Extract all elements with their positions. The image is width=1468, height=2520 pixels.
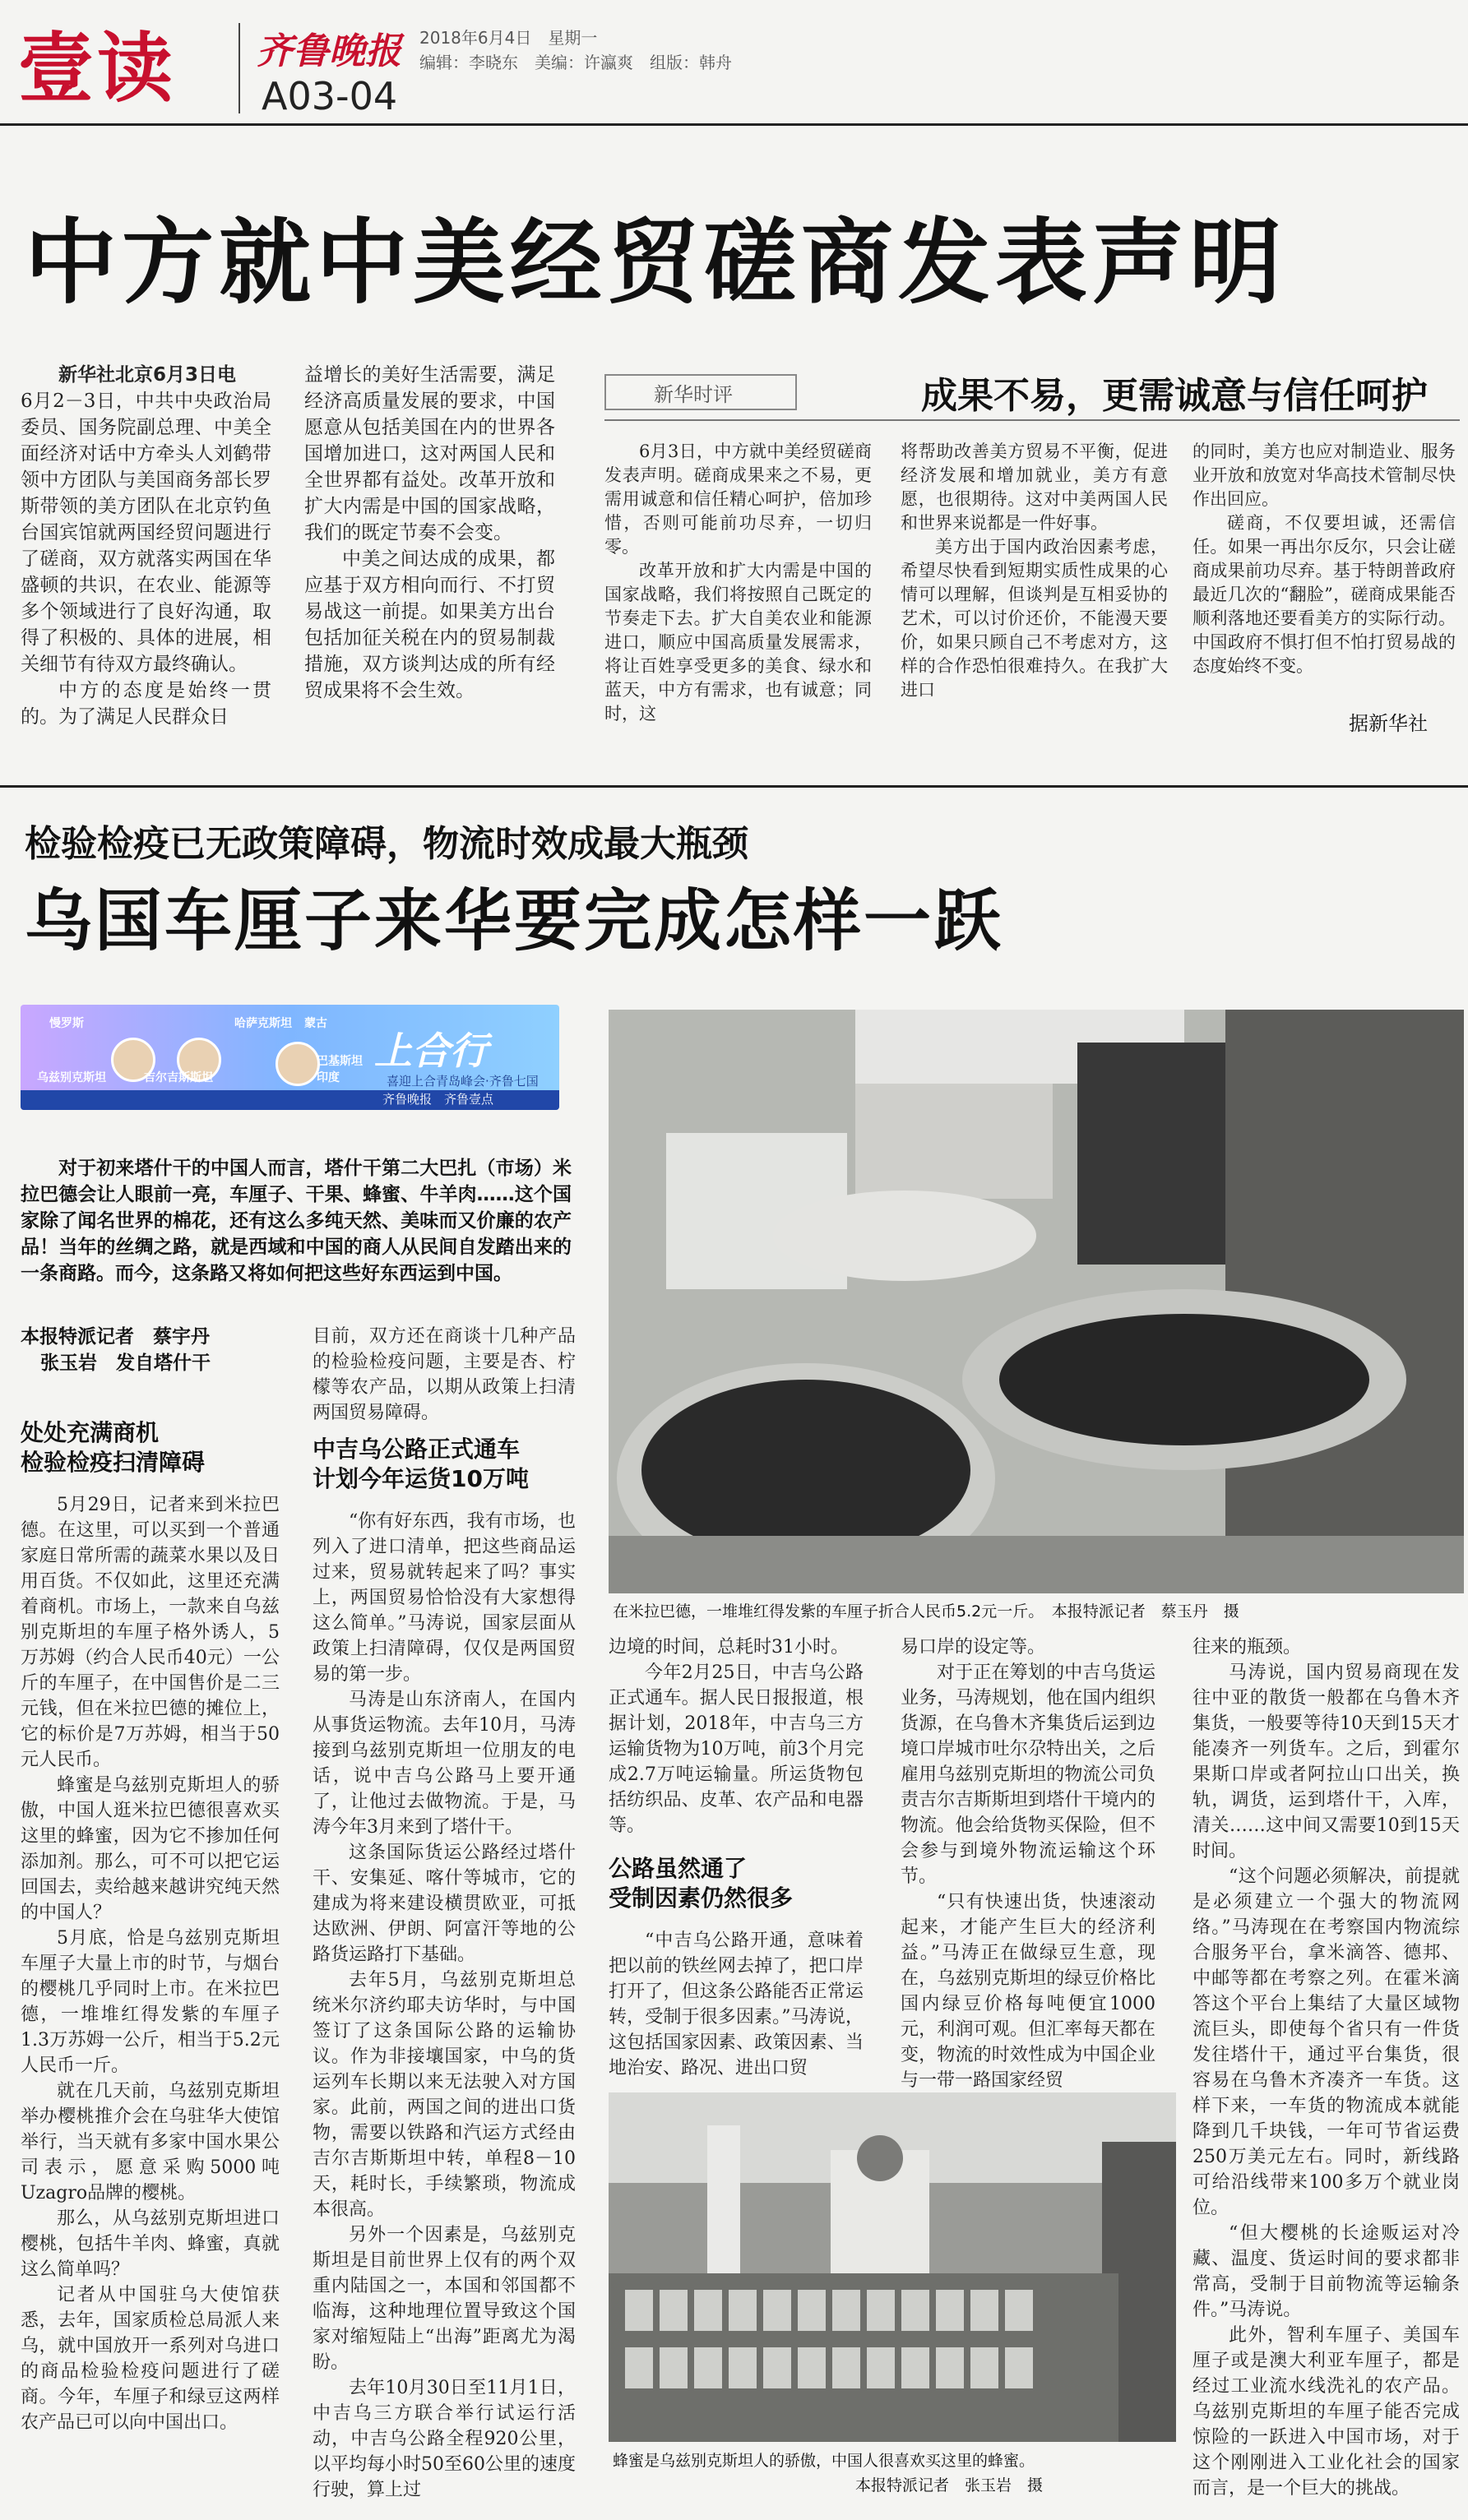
reporter-line: 张玉岩 发自塔什干 bbox=[40, 1352, 211, 1374]
article2-paragraph: 去年5月，乌兹别克斯坦总统米尔济约耶夫访华时，与中国签订了这条国际公路的运输协议。作为非接壤国家，中乌的货运列车长期以来无法驶入对方国家。此前，两国之间的进出口货物，需要以铁路和汽运方式经由吉尔吉斯斯坦中转，单程8－10天，耗时长，手续繁琐，物流成本很高。 bbox=[313, 1970, 576, 2220]
commentary-column-1 bbox=[604, 440, 872, 726]
commentary-byline: 据新华社 bbox=[1349, 712, 1428, 735]
article2-kicker: 检验检疫已无政策障碍，物流时效成最大瓶颈 bbox=[25, 823, 748, 865]
article2-paragraph: 目前，双方还在商谈十几种产品的检验检疫问题，主要是杏、柠檬等农产品，以期从政策上扫清两国贸易障碍。 bbox=[313, 1326, 576, 1423]
article2-paragraph: 马涛是山东济南人，在国内从事货运物流。去年10月，马涛接到乌兹别克斯坦一位朋友的电话，说中吉乌公路马上要开通了，让他过去做物流。于是，马涛今年3月来到了塔什干。 bbox=[313, 1690, 576, 1838]
commentary-label: 新华时评 bbox=[654, 383, 733, 406]
article2-paragraph: “只有快速出货，快速滚动起来，才能产生巨大的经济利益。”马涛正在做绿豆生意，现在，乌兹别克斯坦的绿豆价格比国内绿豆价格每吨便宜1000元，利润可观。但汇率每天都在变，物流的时效性成为中国企业与一带一路国家经贸 bbox=[901, 1892, 1155, 2091]
article1-dateline: 新华社北京6月3日电 bbox=[58, 364, 237, 386]
article1-headline: 中方就中美经贸磋商发表声明 bbox=[25, 210, 1286, 317]
cherries-photo bbox=[609, 1010, 1464, 1593]
banner-country: 蒙古 bbox=[304, 1017, 327, 1030]
editors-credit: 编辑：李晓东 美编：许瀛爽 组版：韩舟 bbox=[419, 53, 732, 72]
issue-date: 2018年6月4日 星期一 bbox=[419, 28, 598, 48]
article2-paragraph: 易口岸的设定等。 bbox=[901, 1637, 1046, 1658]
article2-paragraph: 记者从中国驻乌大使馆获悉，去年，国家质检总局派人来乌，就中国放开一系列对乌进口的商品检验检疫问题进行了磋商。今年，车厘子和绿豆这两样农产品已可以向中国出口。 bbox=[21, 2285, 280, 2433]
article2-paragraph: 这条国际货运公路经过塔什干、安集延、喀什等城市，它的建成为将来建设横贯欧亚，可抵达欧洲、伊朗、阿富汗等地的公路货运路打下基础。 bbox=[313, 1843, 576, 1965]
article2-column-3b bbox=[609, 1928, 864, 2081]
banner-country: 吉尔吉斯斯坦 bbox=[144, 1071, 213, 1084]
honey-photo bbox=[609, 2092, 1176, 2442]
article2-paragraph: 马涛说，国内贸易商现在发往中亚的散货一般都在乌鲁木齐集货，一般要等待10天到15天才能凑齐一列货车。之后，到霍尔果斯口岸或者阿拉山口出关，换轨，调货，运到塔什干，入库，清关……这中间又需要10到15天时间。 bbox=[1192, 1662, 1460, 1861]
banner-country: 慢罗斯 bbox=[49, 1017, 84, 1030]
subhead-1: 处处充满商机 检验检疫扫清障碍 bbox=[21, 1419, 206, 1476]
page-number: A03-04 bbox=[262, 74, 398, 118]
reporter-line: 本报特派记者 蔡宇丹 bbox=[21, 1326, 210, 1348]
article2-paragraph: 今年2月25日，中吉乌公路正式通车。据人民日报报道，根据计划，2018年，中吉乌三方运输货物为10万吨，前3个月完成2.7万吨运输量。所运货物包括纺织品、皮革、农产品和电器等。 bbox=[609, 1662, 864, 1836]
banner-country: 乌兹别克斯坦 bbox=[37, 1071, 106, 1084]
article2-paragraph: 就在几天前，乌兹别克斯坦举办樱桃推介会在乌驻华大使馆举行，当天就有多家中国水果公司表示，愿意采购5000吨Uzagro品牌的樱桃。 bbox=[21, 2081, 280, 2203]
commentary-column-3 bbox=[1192, 440, 1456, 678]
commentary-title: 成果不易，更需诚意与信任呵护 bbox=[921, 375, 1428, 417]
article2-paragraph: 去年10月30日至11月1日，中吉乌三方联合举行试运行活动，中吉乌公路全程920公里，以平均每小时50至60公里的速度行驶，算上过 bbox=[313, 2378, 576, 2500]
subhead-2: 中吉乌公路正式通车 计划今年运货10万吨 bbox=[313, 1436, 529, 1492]
article2-paragraph: 蜂蜜是乌兹别克斯坦人的骄傲，中国人逛米拉巴德很喜欢买这里的蜂蜜，因为它不掺加任何添加剂。那么，可不可以把它运回国去，卖给越来越讲究纯天然的中国人？ bbox=[21, 1775, 280, 1923]
article2-paragraph: 另外一个因素是，乌兹别克斯坦是目前世界上仅有的两个双重内陆国之一，本国和邻国都不临海，这种地理位置导致这个国家对缩短陆上“出海”距离尤为渴盼。 bbox=[313, 2225, 576, 2373]
article2-headline: 乌国车厘子来华要完成怎样一跃 bbox=[25, 882, 1004, 960]
commentary-paragraph: 美方出于国内政治因素考虑，希望尽快看到短期实质性成果的心情可以理解，但谈判是互相妥协的艺术，可以讨价还价，不能漫天要价，如果只顾自己不考虑对方，这样的合作恐怕很难持久。在我扩大进口 bbox=[901, 537, 1168, 700]
banner-country: 巴基斯坦 bbox=[317, 1055, 363, 1068]
subhead-3: 公路虽然通了 受制因素仍然很多 bbox=[609, 1855, 794, 1912]
banner-logo: 齐鲁晚报 齐鲁壹点 bbox=[382, 1092, 494, 1107]
article2-paragraph: 往来的瓶颈。 bbox=[1192, 1637, 1302, 1658]
commentary-paragraph: 磋商，不仅要坦诚，还需信任。如果一再出尔反尔，只会让磋商成果前功尽弃。基于特朗普政府最近几次的“翻脸”，磋商成果能否顺利落地还要看美方的实际行动。中国政府不惧打但不怕打贸易战的态度始终不变。 bbox=[1192, 513, 1456, 676]
article2-column-4 bbox=[901, 1635, 1155, 2093]
article2-paragraph: 边境的时间，总耗时31小时。 bbox=[609, 1637, 849, 1658]
avatar bbox=[276, 1042, 320, 1086]
cherries-photo-image bbox=[609, 1010, 1464, 1593]
article2-paragraph: 5月底，恰是乌兹别克斯坦车厘子大量上市的时节，与烟台的樱桃几乎同时上市。在米拉巴德，一堆堆红得发紫的车厘子1.3万苏姆一公斤，相当于5.2元人民币一斤。 bbox=[21, 1928, 280, 2076]
article2-paragraph: 那么，从乌兹别克斯坦进口樱桃，包括牛羊肉、蜂蜜，真就这么简单吗？ bbox=[21, 2208, 280, 2280]
cherries-photo-caption: 在米拉巴德，一堆堆红得发紫的车厘子折合人民币5.2元一斤。 本报特派记者 蔡玉丹 摄 bbox=[613, 1602, 1239, 1621]
article2-column-3 bbox=[609, 1635, 864, 1838]
banner-country: 哈萨克斯坦 bbox=[234, 1017, 292, 1030]
article2-reporter bbox=[21, 1324, 211, 1376]
section-title: 壹读 bbox=[18, 25, 177, 113]
article1-column-2 bbox=[304, 362, 555, 704]
article1-paragraph: 益增长的美好生活需要，满足经济高质量发展的要求，中国愿意从包括美国在内的世界各国增加进口，这对两国人民和全世界都有益处。改革开放和扩大内需是中国的国家战略，我们的既定节奏不会变。 bbox=[304, 364, 555, 543]
banner-subtitle: 喜迎上合青岛峰会·齐鲁七国 bbox=[387, 1074, 539, 1089]
article2-column-2 bbox=[313, 1324, 576, 1426]
article2-paragraph: 对于正在筹划的中吉乌货运业务，马涛规划，他在国内组织货源，在乌鲁木齐集货后运到边境口岸城市吐尔尕特出关，之后雇用乌兹别克斯坦的物流公司负责吉尔吉斯斯坦到塔什干境内的物流。他会给货物买保险，但不会参与到境外物流运输这个环节。 bbox=[901, 1662, 1155, 1887]
article1-column-1 bbox=[21, 362, 271, 730]
banner-country: 印度 bbox=[317, 1071, 340, 1084]
honey-photo-caption: 蜂蜜是乌兹别克斯坦人的骄傲，中国人很喜欢买这里的蜂蜜。 bbox=[613, 2452, 1035, 2470]
article2-column-2b bbox=[313, 1509, 576, 2503]
honey-photo-image bbox=[609, 2092, 1176, 2442]
article2-lead: 对于初来塔什干的中国人而言，塔什干第二大巴扎（市场）米拉巴德会让人眼前一亮，车厘子、干果、蜂蜜、牛羊肉……这个国家除了闻名世界的棉花，还有这么多纯天然、美味而又价廉的农产品！当年的丝绸之路，就是西域和中国的商人从民间自发踏出来的一条商路。而今，这条路又将如何把这些好东西运到中国。 bbox=[21, 1158, 572, 1284]
article1-paragraph: 中美之间达成的成果，都应基于双方相向而行、不打贸易战这一前提。如果美方出台包括加征关税在内的贸易制裁措施，双方谈判达成的所有经贸成果将不会生效。 bbox=[304, 548, 555, 701]
commentary-paragraph: 将帮助改善美方贸易不平衡，促进经济发展和增加就业，美方有意愿，也很期待。这对中美两国人民和世界来说都是一件好事。 bbox=[901, 442, 1168, 533]
article2-paragraph: 5月29日，记者来到米拉巴德。在这里，可以买到一个普通家庭日常所需的蔬菜水果以及日用百货。不仅如此，这里还充满着商机。市场上，一款来自乌兹别克斯坦的车厘子格外诱人，5万苏姆（约合人民币40元）一公斤的车厘子，在中国售价是二三元钱，但在米拉巴德的摊位上，它的标价是7万苏姆，相当于50元人民币。 bbox=[21, 1495, 280, 1770]
article2-paragraph: “你有好东西，我有市场，也列入了进口清单，把这些商品运过来，贸易就转起来了吗？事实上，两国贸易恰恰没有大家想得这么简单。”马涛说，国家层面从政策上扫清障碍，仅仅是两国贸易的第一步。 bbox=[313, 1511, 576, 1685]
masthead-divider bbox=[238, 23, 240, 113]
article2-paragraph: “这个问题必须解决，前提就是必须建立一个强大的物流网络。”马涛现在在考察国内物流综合服务平台，拿米滴答、德邦、中邮等都在考察之列。在霍米滴答这个平台上集结了大量区域物流巨头，即使每个省只有一件货发往塔什干，通过平台集货，很容易在乌鲁木齐凑齐一车货。这样下来，一车货的物流成本就能降到几千块钱，一年可节省运费250万美元左右。同时，新线路可给沿线带来100多万个就业岗位。 bbox=[1192, 1866, 1460, 2218]
masthead-rule bbox=[0, 123, 1468, 126]
article2-column-5 bbox=[1192, 1635, 1460, 2501]
article2-paragraph: 此外，智利车厘子、美国车厘子或是澳大利亚车厘子，都是经过工业流水线洗礼的农产品。乌兹别克斯坦的车厘子能否完成惊险的一跃进入中国市场，对于这个刚刚进入工业化社会的国家而言，是一个巨大的挑战。 bbox=[1192, 2325, 1460, 2499]
banner-slogan: 上合行 bbox=[374, 1029, 488, 1073]
article2-paragraph: “但大樱桃的长途贩运对冷藏、温度、货运时间的要求都非常高，受制于目前物流等运输条件。”马涛说。 bbox=[1192, 2223, 1460, 2320]
honey-photo-credit: 本报特派记者 张玉岩 摄 bbox=[855, 2476, 1044, 2495]
commentary-paragraph: 6月3日，中方就中美经贸磋商发表声明。磋商成果来之不易，更需用诚意和信任精心呵护，倍加珍惜，否则可能前功尽弃，一切归零。 bbox=[604, 442, 872, 557]
article1-paragraph: 中方的态度是始终一贯的。为了满足人民群众日 bbox=[21, 680, 271, 728]
commentary-paragraph: 的同时，美方也应对制造业、服务业开放和放宽对华高技术管制尽快作出回应。 bbox=[1192, 442, 1456, 509]
article2-column-1 bbox=[21, 1492, 280, 2435]
commentary-rule bbox=[604, 419, 1460, 421]
promo-banner[interactable] bbox=[21, 1005, 559, 1110]
article1-paragraph: 6月2－3日，中共中央政治局委员、国务院副总理、中美全面经济对话中方牵头人刘鹤带领中方团队与美国商务部长罗斯带领的美方团队在北京钓鱼台国宾馆就两国经贸问题进行了磋商，双方就落实两国在华盛顿的共识，在农业、能源等多个领域进行了良好沟通，取得了积极的、具体的进展，相关细节有待双方最终确认。 bbox=[21, 391, 271, 675]
paper-name: 齐鲁晚报 bbox=[257, 30, 401, 72]
commentary-column-2 bbox=[901, 440, 1168, 702]
article2-paragraph: “中吉乌公路开通，意味着把以前的铁丝网去掉了，把口岸打开了，但这条公路能否正常运转，受制于很多因素。”马涛说，这包括国家因素、政策因素、当地治安、路况、进出口贸 bbox=[609, 1930, 864, 2078]
section-rule bbox=[0, 785, 1468, 788]
commentary-paragraph: 改革开放和扩大内需是中国的国家战略，我们将按照自己既定的节奏走下去。扩大自美农业和能源进口，顺应中国高质量发展需求，将让百姓享受更多的美食、绿水和蓝天，中方有需求，也有诚意；同时，这 bbox=[604, 561, 872, 724]
